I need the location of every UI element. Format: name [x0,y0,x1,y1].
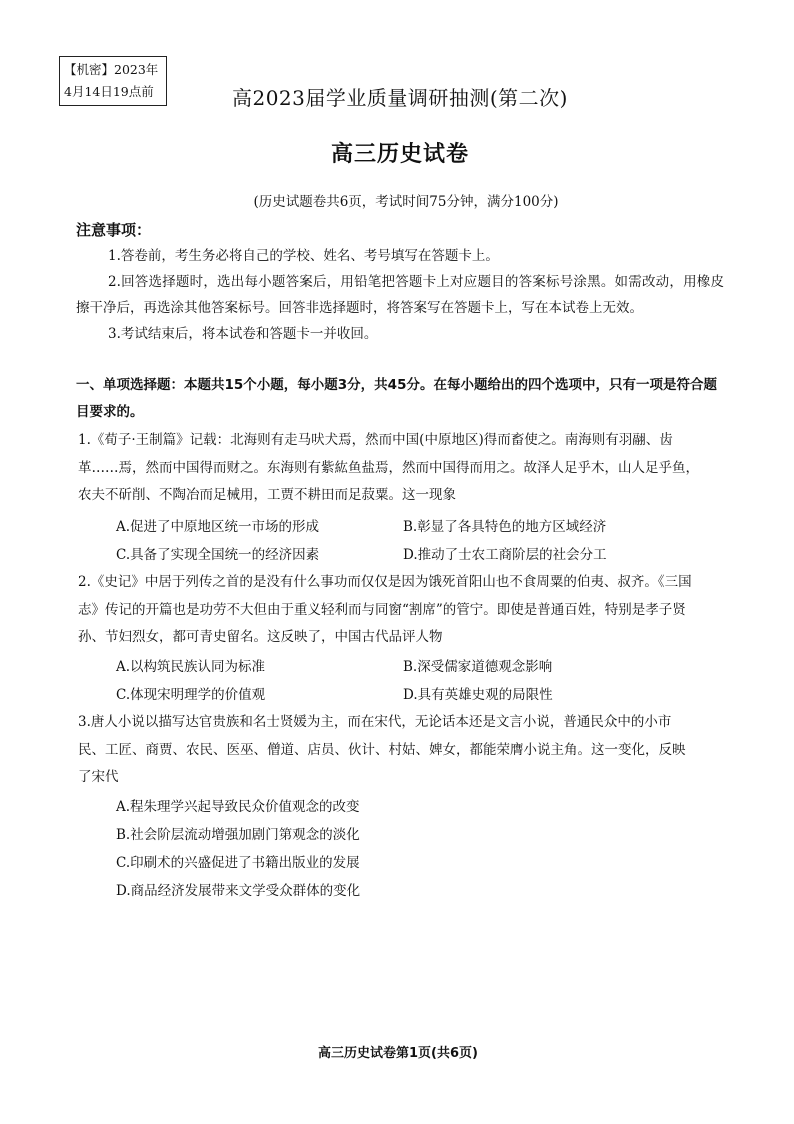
question-1-option-d: D.推动了士农工商阶层的社会分工 [403,547,607,563]
question-3-line-3: 了宋代 [78,769,119,785]
question-1 [78,427,726,510]
question-1-line-3: 农夫不斫削、不陶冶而足械用，工贾不耕田而足菽粟。这一现象 [78,487,456,503]
notes-heading: 注意事项： [76,221,152,239]
confidential-line-1: 【机密】2023年 [64,62,159,77]
page-footer: 高三历史试卷第1页(共6页) [318,1046,478,1061]
exam-title: 高2023届学业质量调研抽测(第二次) [231,86,568,110]
question-3-line-2: 民、工匠、商贾、农民、医巫、僧道、店员、伙计、村姑、婢女，都能荣膺小说主角。这一变化，反映 [78,741,686,758]
question-3-line-1: 3.唐人小说以描写达官贵族和名士贤媛为主，而在宋代，无论话本还是文言小说，普通民众中的小市 [78,714,672,730]
question-2-option-b: B.深受儒家道德观念影响 [403,659,553,675]
subject-title: 高三历史试卷 [330,142,469,167]
note-item-3: 3.考试结束后，将本试卷和答题卡一并收回。 [108,326,378,342]
question-3-option-c: C.印刷术的兴盛促进了书籍出版业的发展 [116,855,360,871]
note-item-1: 1.答卷前，考生务必将自己的学校、姓名、考号填写在答题卡上。 [108,248,499,264]
question-1-line-1: 1.《荀子·王制篇》记载：北海则有走马吠犬焉，然而中国(中原地区)得而畜使之。南海则有羽翮、齿 [78,432,673,448]
confidential-line-2: 4月14日19点前 [64,84,154,99]
question-2-option-c: C.体现宋明理学的价值观 [116,687,266,703]
question-1-option-a: A.促进了中原地区统一市场的形成 [116,519,320,535]
note-item-2: 2.回答选择题时，选出每小题答案后，用铅笔把答题卡上对应题目的答案标号涂黑。如需改动，用橡皮擦干净后，再选涂其他答案标号。回答非选择题时，将答案写在答题卡上，写在本试卷上无效。 [76,274,724,316]
question-2-line-2: 志》传记的开篇也是功劳不大但由于重义轻利而与同窗“割席”的管宁。即使是普通百姓，特别是孝子贤 [78,601,686,618]
question-2-line-1: 2.《史记》中居于列传之首的是没有什么事功而仅仅是因为饿死首阳山也不食周粟的伯夷、叔齐。《三国 [78,574,692,590]
question-3-option-a: A.程朱理学兴起导致民众价值观念的改变 [116,799,360,815]
question-1-option-b: B.彰显了各具特色的地方区域经济 [403,519,607,535]
section-heading: 一、单项选择题：本题共15个小题，每小题3分，共45分。在每小题给出的四个选项中，只有一项是符合题目要求的。 [76,377,717,420]
question-1-option-c: C.具备了实现全国统一的经济因素 [116,547,320,563]
question-1-line-2: 革……焉，然而中国得而财之。东海则有紫紘鱼盐焉，然而中国得而用之。故泽人足乎木，山人足乎鱼， [78,459,699,476]
question-2 [78,569,726,652]
question-3-option-d: D.商品经济发展带来文学受众群体的变化 [116,883,361,899]
question-2-option-d: D.具有英雄史观的局限性 [403,687,553,703]
question-2-option-a: A.以构筑民族认同为标准 [116,659,266,675]
exam-info: (历史试题卷共6页，考试时间75分钟，满分100分) [253,194,559,210]
question-3-option-b: B.社会阶层流动增强加剧门第观念的淡化 [116,827,360,843]
question-2-line-3: 孙、节妇烈女，都可青史留名。这反映了，中国古代品评人物 [78,629,443,645]
question-3 [78,709,726,792]
